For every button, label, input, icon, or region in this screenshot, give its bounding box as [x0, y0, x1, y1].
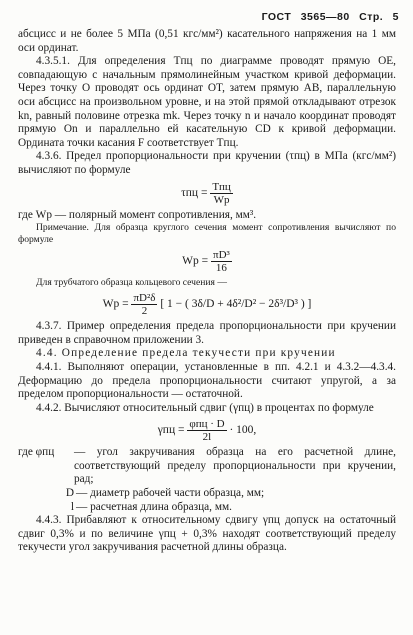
paragraph: 4.3.5.1. Для определения Tпц по диаграмме проводят прямую OE, совпадающую с начальным прямолинейным участком кривой деформации. Через точку O проводят ось ординат OT, затем прямую AB, параллельную оси абсцисс на произвольном уровне, и на этой прямой откладывают отрезок kn, равный половине отрезка mk. Через точку n и начало координат проводят прямую On и параллельно ей касательную CD к кривой деформации. Ордината точки касания F соответствует Tпц. [18, 55, 396, 149]
formula-w-ring [18, 292, 396, 317]
formula-body: [ 1 − ( 3δ/D + 4δ²/D² − 2δ³/D³ ) ] [160, 298, 312, 311]
formula-tail: · 100, [229, 424, 257, 437]
denominator: Wp [213, 193, 230, 206]
page-header [256, 11, 399, 23]
formula-lhs: Wp = [182, 255, 209, 268]
standard-label: ГОСТ [261, 11, 292, 23]
formula-lhs: τпц = [181, 186, 208, 199]
section-heading: 4.4. Определение предела текучести при кручении [36, 347, 336, 360]
formula-gamma [18, 418, 396, 443]
denominator: 2l [202, 431, 212, 444]
fraction [210, 181, 233, 206]
definition-row [18, 487, 396, 501]
numerator: πD³ [213, 249, 230, 262]
definition-text: — диаметр рабочей части образца, мм; [76, 487, 265, 500]
definition-text: — угол закручивания образца на его расчетной длине, соответствующий пределу пропорциональности при кручении, рад; [74, 446, 396, 486]
numerator: Tпц [212, 180, 231, 193]
definition-symbol: D [65, 487, 74, 500]
page-label: Стр. [359, 11, 384, 23]
formula-w-round [18, 249, 396, 274]
paragraph: 4.4.1. Выполняют операции, установленные в пп. 4.2.1 и 4.3.2—4.3.4. Деформацию до предела пропорциональности считают упругой, а за пределом пропорциональности — остаточной. [18, 360, 396, 401]
definition-symbol: где φпц [18, 446, 55, 459]
definition-row [18, 501, 396, 515]
paragraph: 4.3.7. Пример определения предела пропорциональности при кручении приведен в справочном приложении 3. [18, 320, 396, 346]
definition-row [18, 446, 396, 487]
fraction [211, 249, 232, 274]
denominator: 2 [141, 305, 148, 318]
document-body [18, 28, 396, 555]
paragraph: 4.4.3. Прибавляют к относительному сдвигу γпц допуск на остаточный сдвиг 0,3% и по величине γпц + 0,3% находят соответствующий пределу текучести угол закручивания расчетной длины образца. [18, 514, 396, 554]
paragraph: где Wp — полярный момент сопротивления, мм³. [18, 208, 257, 221]
note: Для трубчатого образца кольцевого сечения — [36, 277, 227, 289]
denominator: 16 [215, 262, 227, 275]
numerator: φпц · D [189, 418, 225, 431]
numerator: πD²δ [133, 292, 156, 305]
fraction [131, 292, 157, 317]
note: Примечание. Для образца круглого сечения момент сопротивления вычисляют по формуле [18, 222, 396, 246]
definition-symbol: l [70, 500, 74, 513]
definitions-list [18, 446, 396, 514]
paragraph: 4.4.2. Вычисляют относительный сдвиг (γпц) в процентах по формуле [36, 401, 374, 414]
page-number: 5 [392, 11, 399, 23]
fraction [187, 418, 226, 443]
formula-tau [18, 181, 396, 206]
formula-lhs: Wp = [102, 298, 129, 311]
paragraph: абсцисс и не более 5 МПа (0,51 кгс/мм²) касательного напряжения на 1 мм оси ординат. [18, 28, 396, 54]
standard-number: 3565—80 [300, 11, 350, 23]
definition-text: — расчетная длина образца, мм. [76, 500, 232, 513]
formula-lhs: γпц = [157, 424, 185, 437]
paragraph: 4.3.6. Предел пропорциональности при кручении (τпц) в МПа (кгс/мм²) вычисляют по формуле [18, 150, 396, 176]
